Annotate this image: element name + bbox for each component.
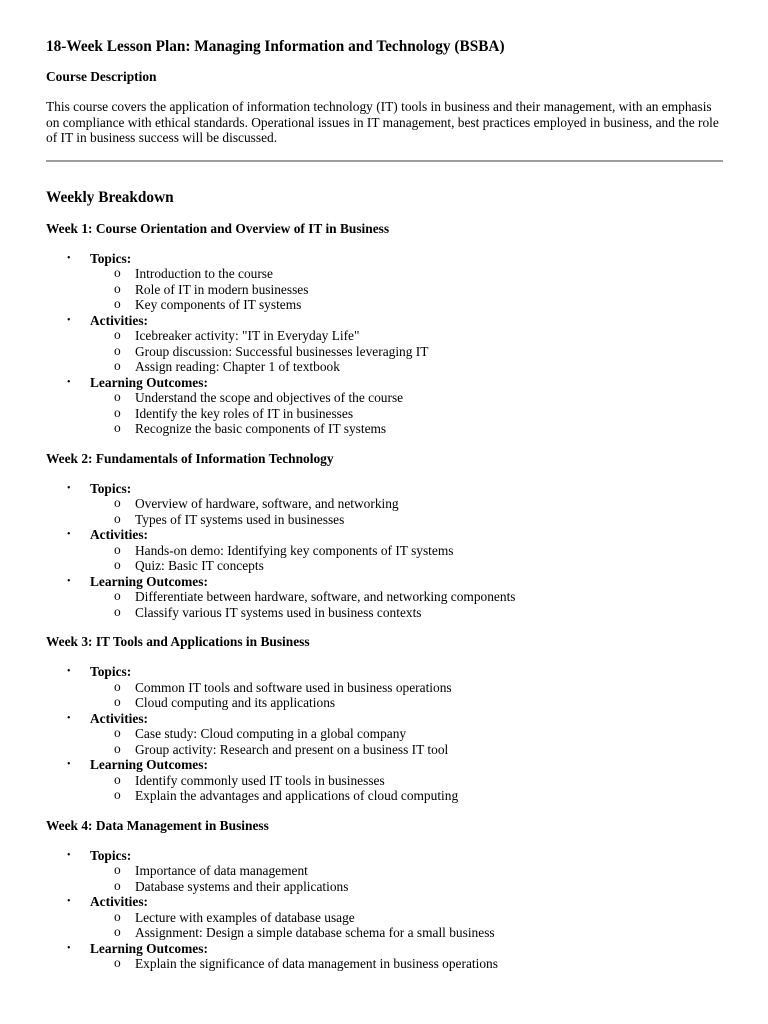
list-item [90, 605, 722, 621]
circle-bullet-icon: o [114, 265, 121, 280]
section-items-list [90, 543, 722, 574]
section-items-list [90, 910, 722, 941]
list-item [90, 863, 722, 879]
section-label: Topics: [90, 480, 132, 496]
bullet-icon: • [67, 759, 71, 770]
bullet-icon: • [67, 666, 71, 677]
circle-bullet-icon: o [114, 342, 121, 358]
circle-bullet-icon: o [114, 588, 121, 603]
week-section-list [46, 848, 722, 972]
list-item-text: Role of IT in modern businesses [135, 281, 309, 297]
circle-bullet-icon: o [114, 771, 121, 787]
section-item [46, 313, 722, 375]
section-items-list [90, 773, 722, 804]
list-item [90, 282, 722, 298]
horizontal-divider [46, 160, 723, 162]
list-item-text: Types of IT systems used in businesses [135, 511, 345, 527]
section-label: Activities: [90, 894, 149, 909]
list-item-text: Group discussion: Successful businesses leveraging IT [135, 343, 429, 359]
bullet-icon: • [67, 314, 71, 326]
circle-bullet-icon: o [114, 877, 121, 893]
circle-bullet-icon: o [114, 510, 121, 526]
list-item-text: Explain the significance of data management in business operations [135, 956, 498, 971]
week-section-list [46, 664, 722, 804]
list-item [90, 512, 722, 528]
bullet-icon: • [67, 376, 71, 388]
list-item [90, 589, 722, 605]
list-item [90, 344, 722, 360]
section-label: Topics: [90, 250, 132, 266]
week-heading: Week 1: Course Orientation and Overview of IT in Business [46, 220, 390, 236]
list-item-text: Icebreaker activity: "IT in Everyday Life" [135, 328, 360, 343]
section-label: Activities: [90, 312, 149, 328]
section-item [46, 481, 722, 528]
list-item-text: Common IT tools and software used in business operations [135, 679, 452, 695]
list-item [90, 879, 722, 895]
bullet-icon: • [67, 849, 71, 861]
list-item-text: Understand the scope and objectives of the course [135, 390, 404, 405]
week-section-list [46, 481, 722, 621]
list-item-text: Group activity: Research and present on a business IT tool [135, 741, 449, 757]
list-item-text: Quiz: Basic IT concepts [135, 558, 264, 573]
list-item-text: Key components of IT systems [135, 297, 302, 312]
list-item-text: Case study: Cloud computing in a global company [135, 726, 407, 741]
section-items-list [90, 863, 722, 894]
circle-bullet-icon: o [114, 404, 121, 420]
weeks-container [46, 221, 722, 972]
list-item [90, 328, 722, 344]
section-item [46, 664, 722, 711]
list-item [90, 406, 722, 422]
week-section-list [46, 251, 722, 437]
section-item [46, 574, 722, 621]
circle-bullet-icon: o [114, 955, 121, 970]
list-item-text: Assign reading: Chapter 1 of textbook [135, 359, 340, 374]
bullet-icon: • [67, 896, 71, 907]
weekly-breakdown-heading: Weekly Breakdown [46, 188, 174, 206]
circle-bullet-icon: o [114, 725, 121, 740]
list-item [90, 297, 722, 313]
section-item [46, 711, 722, 758]
circle-bullet-icon: o [114, 740, 121, 756]
bullet-icon: • [67, 712, 71, 724]
list-item [90, 496, 722, 512]
section-label: Learning Outcomes: [90, 757, 208, 772]
list-item [90, 925, 722, 941]
circle-bullet-icon: o [114, 603, 121, 619]
circle-bullet-icon: o [114, 924, 121, 939]
week-heading: Week 3: IT Tools and Applications in Business [46, 634, 310, 649]
circle-bullet-icon: o [114, 908, 121, 924]
week-heading: Week 2: Fundamentals of Information Technology [46, 450, 334, 466]
circle-bullet-icon: o [114, 358, 121, 373]
circle-bullet-icon: o [114, 389, 121, 404]
circle-bullet-icon: o [114, 280, 121, 296]
list-item [90, 742, 722, 758]
section-item [46, 941, 722, 972]
section-item [46, 375, 722, 437]
list-item-text: Database systems and their applications [135, 878, 349, 894]
list-item-text: Recognize the basic components of IT systems [135, 421, 387, 436]
section-label: Learning Outcomes: [90, 374, 208, 390]
section-items-list [90, 266, 722, 313]
section-items-list [90, 390, 722, 437]
section-label: Learning Outcomes: [90, 940, 208, 956]
section-item [46, 527, 722, 574]
list-item-text: Assignment: Design a simple database schema for a small business [135, 925, 495, 940]
section-label: Topics: [90, 847, 132, 863]
list-item [90, 773, 722, 789]
week-heading: Week 4: Data Management in Business [46, 817, 269, 833]
list-item-text: Overview of hardware, software, and networking [135, 496, 399, 511]
circle-bullet-icon: o [114, 678, 121, 694]
list-item [90, 543, 722, 559]
list-item-text: Importance of data management [135, 863, 308, 878]
bullet-icon: • [67, 252, 71, 264]
list-item [90, 680, 722, 696]
circle-bullet-icon: o [114, 541, 121, 557]
section-label: Topics: [90, 664, 132, 679]
circle-bullet-icon: o [114, 862, 121, 877]
section-items-list [90, 328, 722, 375]
list-item-text: Identify commonly used IT tools in businesses [135, 772, 385, 788]
list-item-text: Cloud computing and its applications [135, 695, 336, 710]
bullet-icon: • [67, 529, 71, 540]
document-title: 18-Week Lesson Plan: Managing Information and Technology (BSBA) [46, 38, 505, 55]
section-items-list [90, 726, 722, 757]
list-item [90, 390, 722, 406]
circle-bullet-icon: o [114, 495, 121, 510]
list-item [90, 558, 722, 574]
list-item-text: Differentiate between hardware, software, and networking components [135, 589, 516, 604]
list-item-text: Classify various IT systems used in business contexts [135, 604, 422, 620]
section-items-list [90, 956, 722, 972]
section-item [46, 894, 722, 941]
section-items-list [90, 496, 722, 527]
circle-bullet-icon: o [114, 787, 121, 802]
section-label: Activities: [90, 710, 149, 726]
circle-bullet-icon: o [114, 557, 121, 572]
list-item [90, 956, 722, 972]
list-item [90, 910, 722, 926]
circle-bullet-icon: o [114, 694, 121, 709]
bullet-icon: • [67, 942, 71, 954]
section-item [46, 848, 722, 895]
course-description-text: This course covers the application of information technology (IT) tools in business and their management, with an emphasis on compliance with ethical standards. Operational issues in IT management, best practices employed in business, and the role of IT in business success will be discussed. [46, 99, 719, 145]
circle-bullet-icon: o [114, 296, 121, 311]
list-item-text: Introduction to the course [135, 266, 273, 281]
section-label: Learning Outcomes: [90, 573, 208, 589]
list-item [90, 695, 722, 711]
course-description-heading: Course Description [46, 69, 157, 84]
circle-bullet-icon: o [114, 420, 121, 435]
section-item [46, 757, 722, 804]
circle-bullet-icon: o [114, 327, 121, 342]
section-items-list [90, 589, 722, 620]
list-item-text: Explain the advantages and applications of cloud computing [135, 788, 459, 803]
list-item-text: Identify the key roles of IT in businesses [135, 405, 354, 421]
list-item [90, 359, 722, 375]
list-item-text: Hands-on demo: Identifying key components of IT systems [135, 542, 454, 558]
section-label: Activities: [90, 527, 149, 542]
list-item [90, 726, 722, 742]
list-item [90, 788, 722, 804]
section-items-list [90, 680, 722, 711]
bullet-icon: • [67, 575, 71, 587]
section-item [46, 251, 722, 313]
list-item [90, 266, 722, 282]
list-item [90, 421, 722, 437]
list-item-text: Lecture with examples of database usage [135, 909, 355, 925]
bullet-icon: • [67, 482, 71, 494]
